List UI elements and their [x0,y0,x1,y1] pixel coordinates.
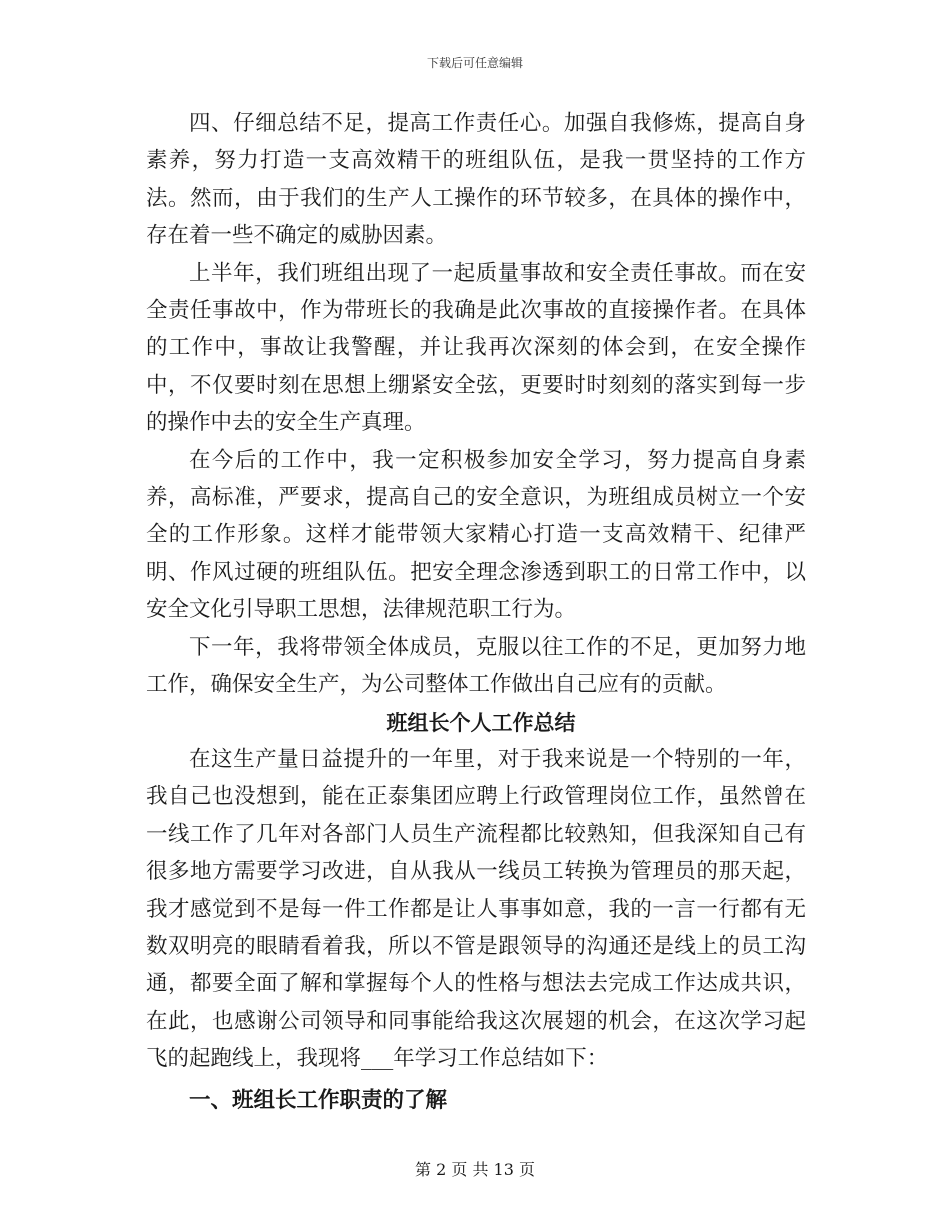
paragraph: 在今后的工作中，我一定积极参加安全学习，努力提高自身素养，高标准，严要求，提高自己的安全意识，为班组成员树立一个安全的工作形象。这样才能带领大家精心打造一支高效精干、纪律严明、作风过硬的班组队伍。把安全理念渗透到职工的日常工作中，以安全文化引导职工思想，法律规范职工行为。 [146,447,806,623]
page-header: 下载后可任意编辑 [426,56,523,70]
paragraph: 上半年，我们班组出现了一起质量事故和安全责任事故。而在安全责任事故中，作为带班长的我确是此次事故的直接操作者。在具体的工作中，事故让我警醒，并让我再次深刻的体会到，在安全操作中，不仅要时刻在思想上绷紧安全弦，更要时时刻刻的落实到每一步的操作中去的安全生产真理。 [146,260,806,436]
paragraph: 四、仔细总结不足，提高工作责任心。加强自我修炼，提高自身素养，努力打造一支高效精干的班组队伍，是我一贯坚持的工作方法。然而，由于我们的生产人工操作的环节较多，在具体的操作中，存在着一些不确定的威胁因素。 [146,111,806,249]
paragraph: 在这生产量日益提升的一年里，对于我来说是一个特别的一年，我自己也没想到，能在正泰集团应聘上行政管理岗位工作，虽然曾在一线工作了几年对各部门人员生产流程都比较熟知，但我深知自己有很多地方需要学习改进，自从我从一线员工转换为管理员的那天起，我才感觉到不是每一件工作都是让人事事如意，我的一言一行都有无数双明亮的眼睛看着我，所以不管是跟领导的沟通还是线上的员工沟通，都要全面了解和掌握每个人的性格与想法去完成工作达成共识，在此，也感谢公司领导和同事能给我这次展翅的机会，在这次学习起飞的起跑线上，我现将___年学习工作总结如下： [146,746,806,1072]
document-body [146,105,806,1119]
paragraph: 下一年，我将带领全体成员，克服以往工作的不足，更加努力地工作，确保安全生产，为公司整体工作做出自己应有的贡献。 [146,634,806,698]
page-footer: 第 2 页 共 13 页 [415,1160,535,1179]
section-title: 班组长个人工作总结 [386,709,576,735]
subheading: 一、班组长工作职责的了解 [189,1087,448,1113]
